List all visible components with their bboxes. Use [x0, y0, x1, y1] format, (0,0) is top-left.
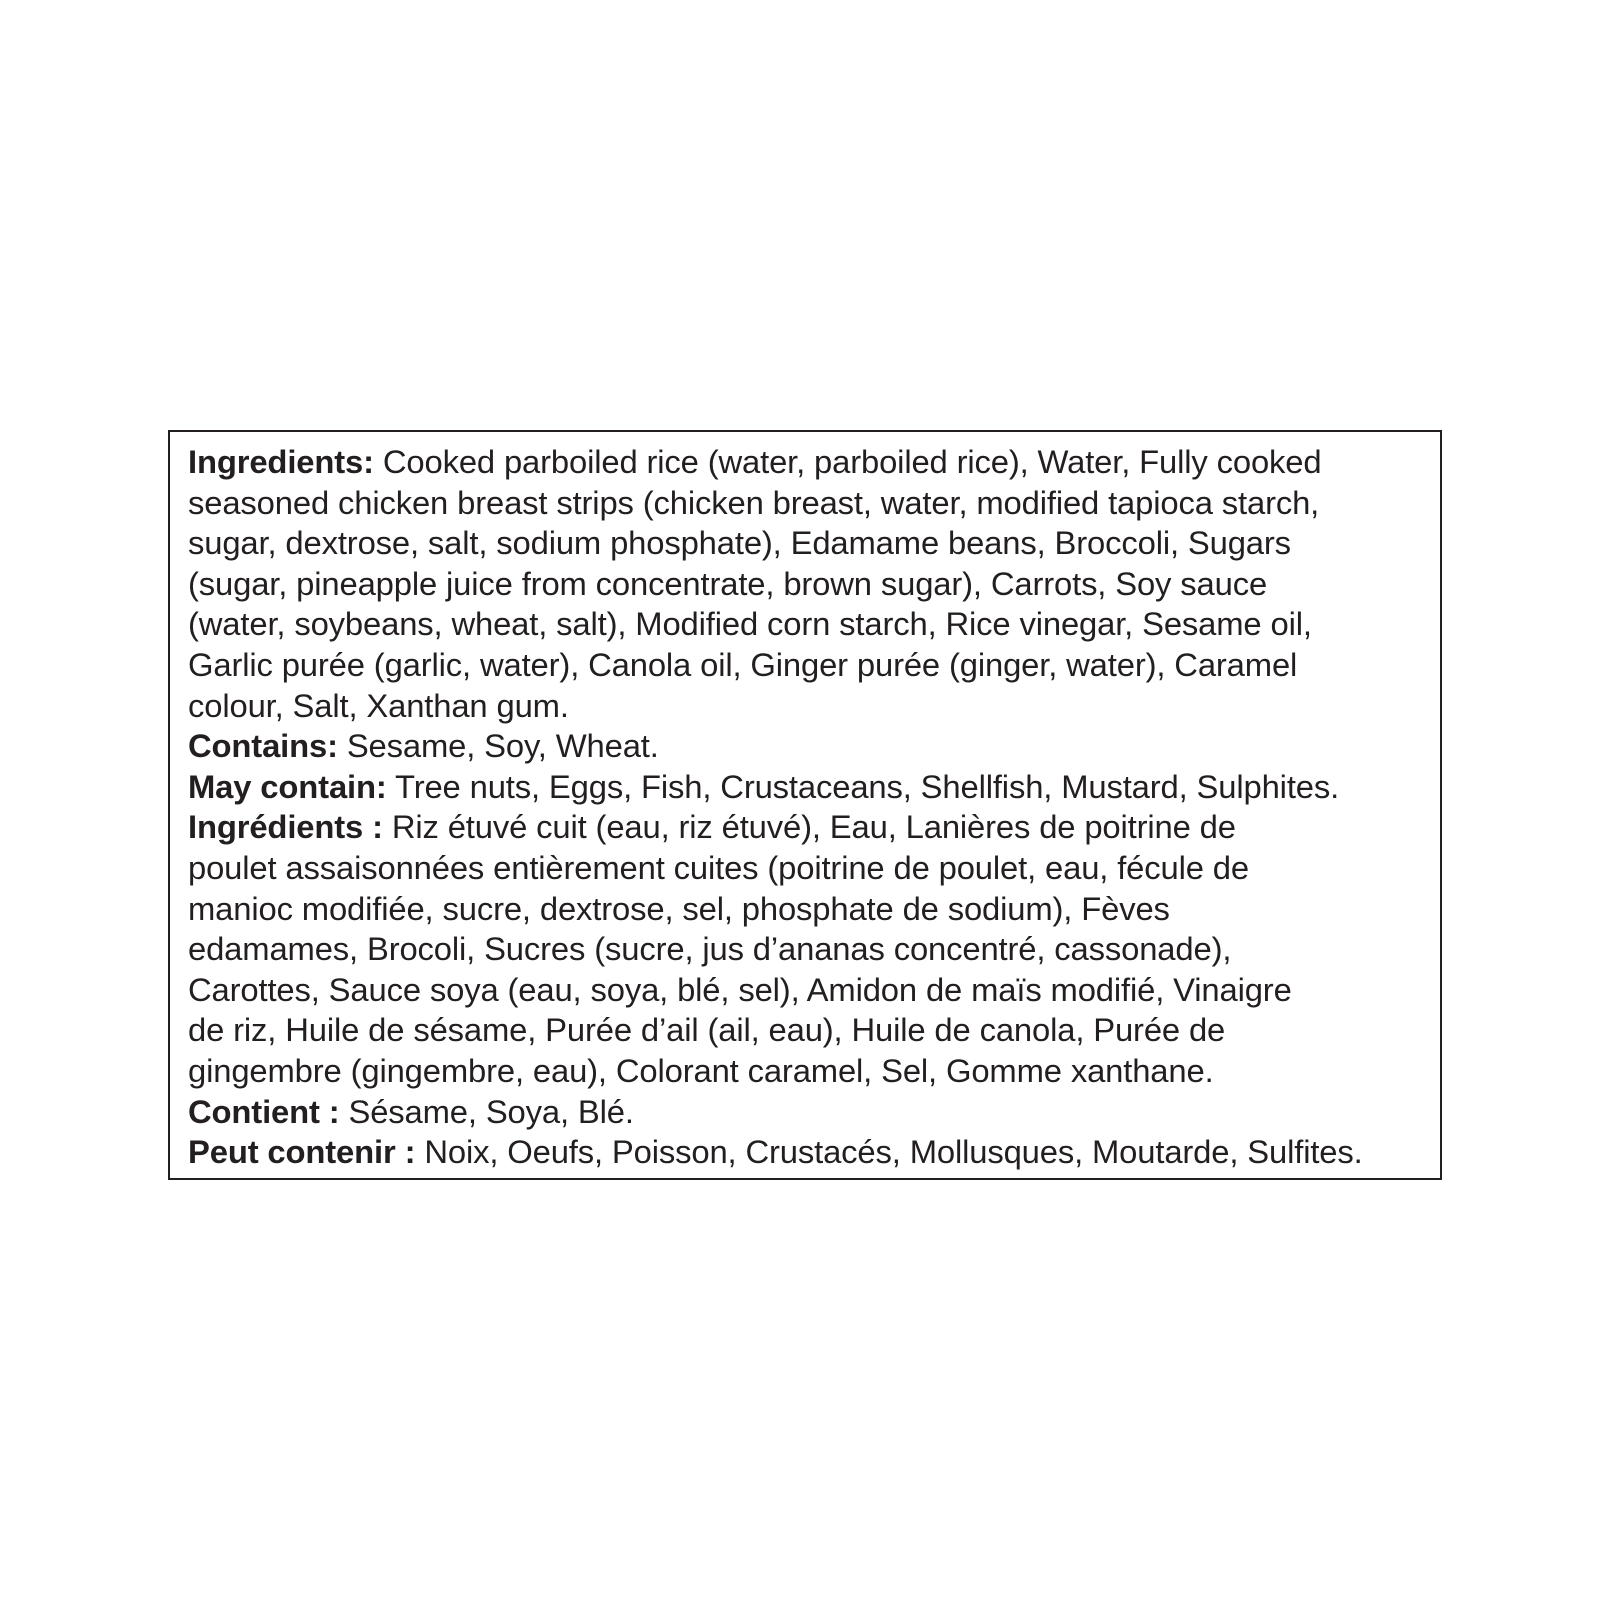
- may-contain-fr-heading: Peut contenir :: [188, 1133, 416, 1171]
- may-contain-en-line: [188, 767, 1424, 808]
- may-contain-fr-paragraph: [188, 1132, 1424, 1173]
- ingredients-fr-heading: Ingrédients :: [188, 808, 383, 846]
- contains-fr-line: [188, 1092, 1424, 1133]
- ingredients-fr-line-3: manioc modifiée, sucre, dextrose, sel, phosphate de sodium), Fèves: [188, 889, 1170, 927]
- ingredients-fr-line-2: poulet assaisonnées entièrement cuites (poitrine de poulet, eau, fécule de: [188, 848, 1249, 886]
- ingredients-fr-line-1: [188, 807, 1424, 848]
- contains-en-line: [188, 726, 1424, 767]
- may-contain-fr-text: Noix, Oeufs, Poisson, Crustacés, Mollusques, Moutarde, Sulfites.: [415, 1133, 1363, 1171]
- contains-en-text: Sesame, Soy, Wheat.: [337, 727, 659, 765]
- may-contain-en-heading: May contain:: [188, 767, 387, 805]
- may-contain-fr-line: [188, 1132, 1424, 1173]
- ingredients-en-paragraph: [188, 442, 1424, 726]
- may-contain-en-text: Tree nuts, Eggs, Fish, Crustaceans, Shellfish, Mustard, Sulphites.: [386, 767, 1340, 805]
- ingredients-en-line-7: colour, Salt, Xanthan gum.: [188, 686, 569, 724]
- may-contain-en-paragraph: [188, 767, 1424, 808]
- contains-fr-heading: Contient :: [188, 1092, 340, 1130]
- ingredients-fr-line-7: gingembre (gingembre, eau), Colorant caramel, Sel, Gomme xanthane.: [188, 1051, 1214, 1089]
- contains-en-heading: Contains:: [188, 727, 338, 765]
- ingredients-en-line-5: (water, soybeans, wheat, salt), Modified corn starch, Rice vinegar, Sesame oil,: [188, 605, 1312, 643]
- ingredients-en-heading: Ingredients:: [188, 443, 374, 480]
- ingredients-label-box: [168, 430, 1442, 1180]
- ingredients-en-text: Cooked parboiled rice (water, parboiled rice), Water, Fully cooked: [373, 443, 1322, 480]
- ingredients-en-line-4: (sugar, pineapple juice from concentrate, brown sugar), Carrots, Soy sauce: [188, 564, 1268, 602]
- ingredients-en-line-1: [188, 442, 1424, 483]
- contains-fr-paragraph: [188, 1092, 1424, 1133]
- contains-fr-text: Sésame, Soya, Blé.: [339, 1092, 634, 1130]
- ingredients-fr-line-6: de riz, Huile de sésame, Purée d’ail (ail, eau), Huile de canola, Purée de: [188, 1011, 1226, 1049]
- ingredients-fr-line-4: edamames, Brocoli, Sucres (sucre, jus d’ananas concentré, cassonade),: [188, 930, 1232, 968]
- ingredients-en-line-3: sugar, dextrose, salt, sodium phosphate), Edamame beans, Broccoli, Sugars: [188, 524, 1291, 562]
- contains-en-paragraph: [188, 726, 1424, 767]
- ingredients-en-line-2: seasoned chicken breast strips (chicken breast, water, modified tapioca starch,: [188, 483, 1320, 521]
- ingredients-fr-line-5: Carottes, Sauce soya (eau, soya, blé, sel), Amidon de maïs modifié, Vinaigre: [188, 970, 1292, 1008]
- ingredients-fr-paragraph: [188, 807, 1424, 1091]
- ingredients-en-line-6: Garlic purée (garlic, water), Canola oil, Ginger purée (ginger, water), Caramel: [188, 645, 1298, 683]
- ingredients-fr-text: Riz étuvé cuit (eau, riz étuvé), Eau, Lanières de poitrine de: [382, 808, 1236, 846]
